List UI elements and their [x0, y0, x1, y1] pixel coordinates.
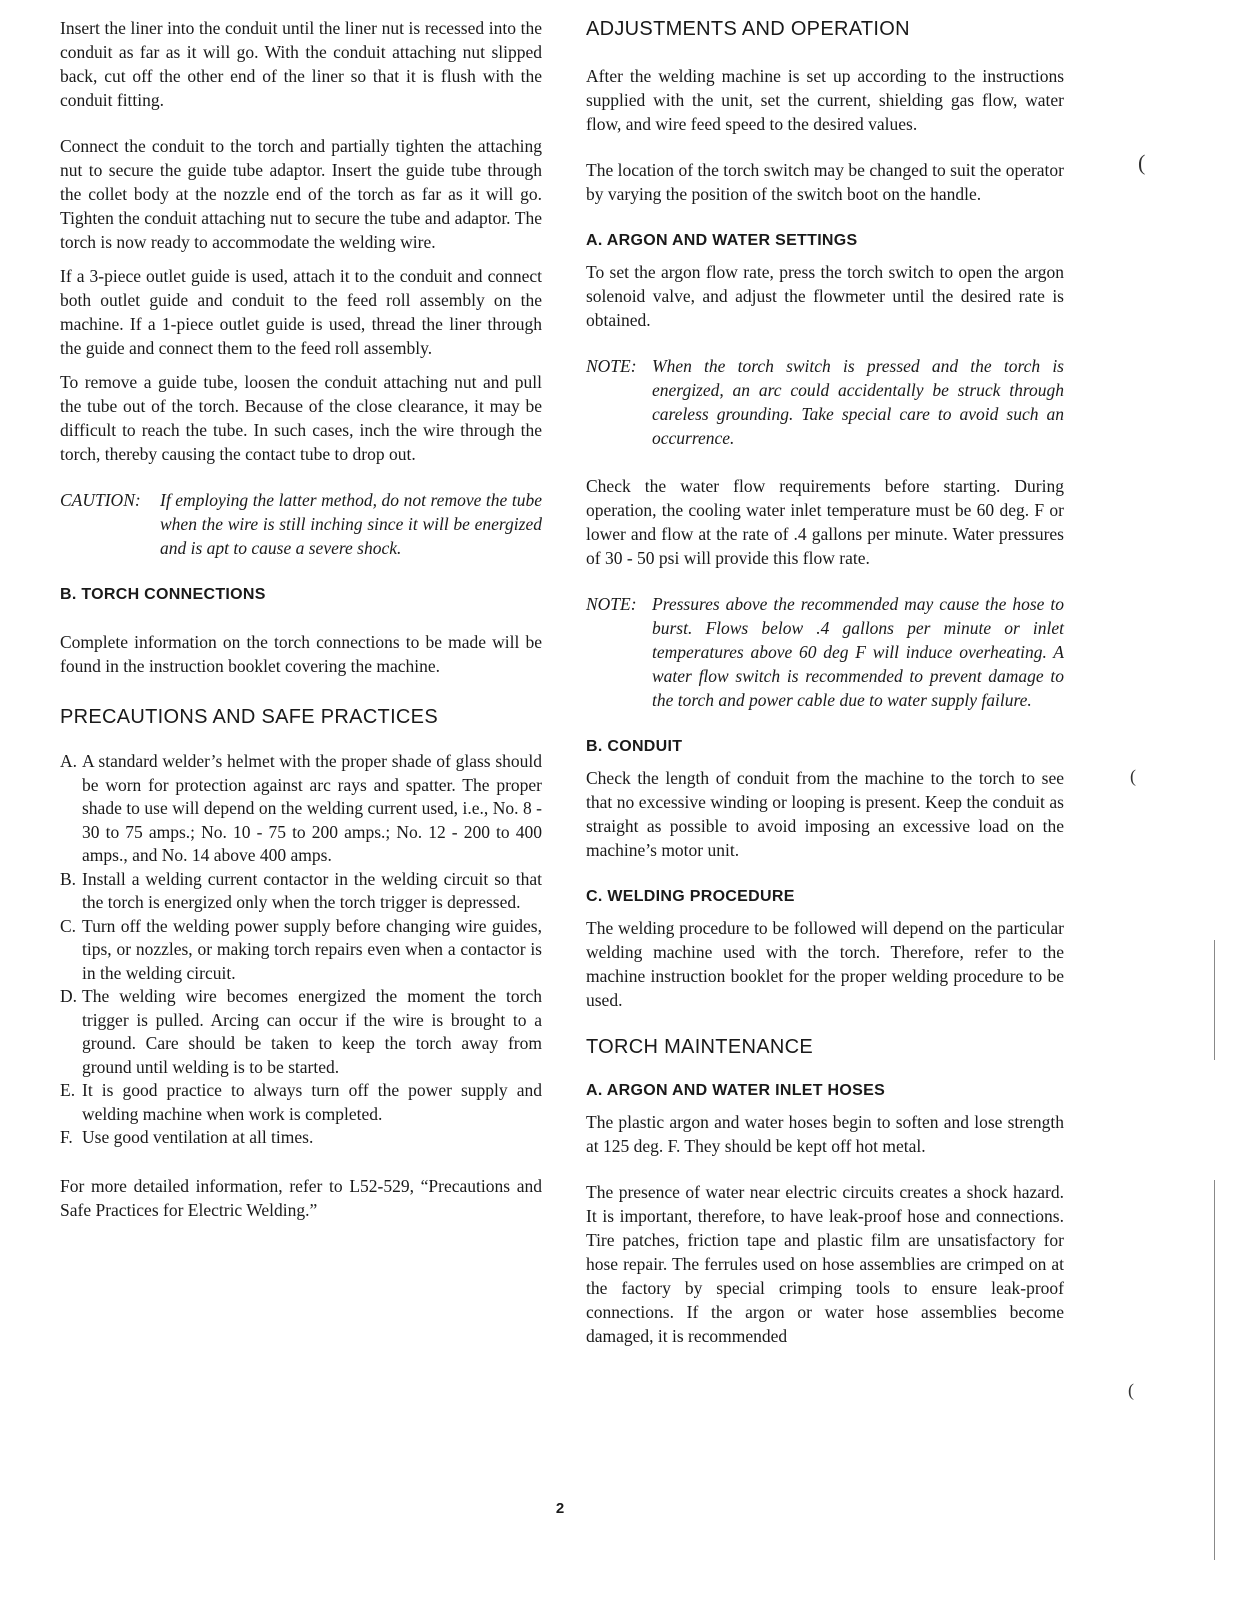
outlet-guide-paragraph: If a 3-piece outlet guide is used, attach it to the conduit and connect both outlet guide and conduit to the feed roll assembly on the machine. If a 1-piece outlet guide is used, thread the liner through the guide and connect them to the feed roll assembly. — [60, 266, 542, 358]
binding-hole-mark: ( — [1128, 1380, 1134, 1400]
adjustments-paragraph-2: The location of the torch switch may be changed to suit the operator by varying the position of the switch boot on the handle. — [586, 160, 1064, 204]
torch-maintenance-heading: TORCH MAINTENANCE — [586, 1036, 813, 1058]
torch-connections-heading: B. TORCH CONNECTIONS — [60, 586, 266, 603]
argon-water-settings-heading: A. ARGON AND WATER SETTINGS — [586, 232, 858, 249]
conduit-paragraph: Check the length of conduit from the machine to the torch to see that no excessive winding or looping is present. Keep the conduit as straight as possible to avoid imposing an excessive load on the machine’s motor unit. — [586, 768, 1064, 860]
remove-guide-paragraph: To remove a guide tube, loosen the conduit attaching nut and pull the tube out of the torch. Because of the close clearance, it may be difficult to reach the tube. In such cases, inch the wire through the torch, thereby causing the contact tube to drop out. — [60, 372, 542, 464]
precautions-heading: PRECAUTIONS AND SAFE PRACTICES — [60, 706, 438, 728]
caution-label: CAUTION: — [60, 490, 141, 510]
more-info-paragraph: For more detailed information, refer to L52-529, “Precautions and Safe Practices for Electric Welding.” — [60, 1175, 542, 1220]
note-2-label: NOTE: — [586, 594, 637, 614]
adjustments-heading: ADJUSTMENTS AND OPERATION — [586, 18, 910, 40]
welding-procedure-heading: C. WELDING PROCEDURE — [586, 888, 795, 905]
welding-procedure-paragraph: The welding procedure to be followed will depend on the particular welding machine used with the torch. Therefore, refer to the machine instruction booklet for the proper welding procedure to be used. — [586, 918, 1064, 1010]
torch-connections-text: Complete information on the torch connections to be made will be found in the instruction booklet covering the machine. — [60, 632, 542, 676]
list-item: B. Install a welding current contactor in the welding circuit so that the torch is energized only when the torch trigger is depressed. — [60, 868, 542, 912]
connect-paragraph: Connect the conduit to the torch and partially tighten the attaching nut to secure the guide tube adaptor. Insert the guide tube through the collet body at the nozzle end of the torch as far as it will go. Tighten the conduit attaching nut to secure the tube and adaptor. The torch is now ready to accommodate the welding wire. — [60, 136, 542, 252]
binding-hole-mark: ( — [1130, 766, 1136, 786]
note-1-text: When the torch switch is pressed and the torch is energized, an arc could accidentally be struck through careless grounding. Take special care to avoid such an occurrence. — [652, 356, 1064, 448]
note-2 — [586, 592, 1064, 712]
note-1 — [586, 354, 1064, 450]
list-item: E. It is good practice to always turn off the power supply and welding machine when work is completed. — [60, 1080, 542, 1124]
note-1-label: NOTE: — [586, 356, 637, 376]
argon-paragraph-2: Check the water flow requirements before starting. During operation, the cooling water inlet temperature must be 60 deg. F or lower and flow at the rate of .4 gallons per minute. Water pressures of 30 - 50 psi will provide this flow rate. — [586, 476, 1064, 568]
list-item: F. Use good ventilation at all times. — [60, 1127, 314, 1147]
list-item: D. The welding wire becomes energized the moment the torch trigger is pulled. Arcing can occur if the wire is brought to a ground. Care should be taken to keep the torch away from ground until welding is to be started. — [60, 986, 542, 1077]
caution-text: If employing the latter method, do not remove the tube when the wire is still inching since it will be energized and is apt to cause a severe shock. — [160, 490, 542, 558]
list-item: A. A standard welder’s helmet with the proper shade of glass should be worn for protection against arc rays and spatter. The proper shade to use will depend on the welding current used, i.e., No. 8 - 30 to 75 amps.; No. 10 - 75 to 200 amps.; No. 12 - 200 to 400 amps., and No. 14 above 400 amps. — [60, 751, 542, 865]
scan-edge-line — [1214, 940, 1215, 1060]
left-column — [60, 16, 542, 1222]
hoses-paragraph-1: The plastic argon and water hoses begin to soften and lose strength at 125 deg. F. They should be kept off hot metal. — [586, 1112, 1064, 1156]
note-2-text: Pressures above the recommended may cause the hose to burst. Flows below .4 gallons per minute or inlet temperatures above 60 deg F will induce overheating. A water flow switch is recommended to prevent damage to the torch and power cable due to water supply failure. — [652, 594, 1064, 710]
page-number: 2 — [555, 1500, 565, 1517]
conduit-heading: B. CONDUIT — [586, 738, 683, 755]
right-column — [586, 16, 1064, 1348]
liner-paragraph: Insert the liner into the conduit until the liner nut is recessed into the conduit as far as it will go. With the conduit attaching nut slipped back, cut off the other end of the liner so that it is flush with the conduit fitting. — [60, 18, 542, 110]
caution-note — [60, 488, 542, 560]
list-item: C. Turn off the welding power supply before changing wire guides, tips, or nozzles, or making torch repairs even when a contactor is in the welding circuit. — [60, 915, 542, 983]
adjustments-paragraph-1: After the welding machine is set up according to the instructions supplied with the unit, set the current, shielding gas flow, water flow, and wire feed speed to the desired values. — [586, 66, 1064, 134]
argon-paragraph-1: To set the argon flow rate, press the torch switch to open the argon solenoid valve, and adjust the flowmeter until the desired rate is obtained. — [586, 262, 1064, 330]
inlet-hoses-heading: A. ARGON AND WATER INLET HOSES — [586, 1082, 886, 1099]
binding-hole-mark: ( — [1138, 150, 1146, 175]
hoses-paragraph-2: The presence of water near electric circuits creates a shock hazard. It is important, therefore, to have leak-proof hose and connections. Tire patches, friction tape and plastic film are unsatisfactory for hose repair. The ferrules used on hose assemblies are crimped on at the factory by special crimping tools to ensure leak-proof connections. If the argon or water hose assemblies become damaged, it is recommended — [586, 1182, 1064, 1346]
scan-edge-line — [1214, 1180, 1215, 1560]
precautions-list — [60, 750, 542, 1150]
